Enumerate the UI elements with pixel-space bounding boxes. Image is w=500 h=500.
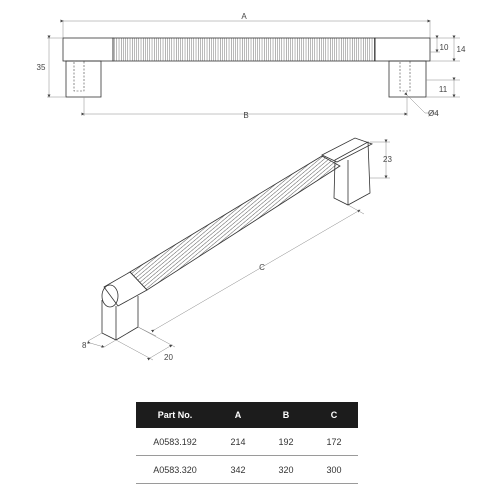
cell-part-no: A0583.320 (136, 456, 214, 484)
dim-label-20: 20 (164, 353, 173, 362)
dim-label-35: 35 (36, 63, 46, 72)
header-part-no: Part No. (136, 402, 214, 428)
cell-a: 214 (214, 428, 262, 456)
right-post (389, 61, 426, 97)
dim-label-a: A (241, 12, 247, 21)
iso-knurled-bar (130, 156, 340, 290)
dim-label-14: 14 (456, 45, 466, 54)
header-c: C (310, 402, 358, 428)
dim-label-10: 10 (439, 43, 449, 52)
knurled-bar (113, 38, 375, 61)
dim-label-b: B (243, 111, 249, 120)
dim-label-thread: Ø4 (428, 109, 439, 118)
cell-part-no: A0583.192 (136, 428, 214, 456)
part-spec-table (136, 402, 358, 484)
cell-c: 172 (310, 428, 358, 456)
table-row (136, 456, 358, 484)
iso-right-post (334, 142, 370, 205)
cell-b: 320 (262, 456, 310, 484)
left-post (66, 61, 101, 97)
cell-a: 342 (214, 456, 262, 484)
top-view (37, 12, 466, 120)
table-header-row (136, 402, 358, 428)
dim-label-8: 8 (82, 341, 87, 350)
header-a: A (214, 402, 262, 428)
left-end-cap (63, 38, 113, 61)
dim-label-23: 23 (383, 155, 392, 164)
isometric-view (82, 138, 392, 362)
header-b: B (262, 402, 310, 428)
table-row (136, 428, 358, 456)
iso-left-post (102, 296, 138, 340)
right-end-cap (375, 38, 430, 61)
cell-c: 300 (310, 456, 358, 484)
dim-label-c: C (259, 263, 265, 272)
cell-b: 192 (262, 428, 310, 456)
dim-label-11: 11 (438, 85, 448, 94)
